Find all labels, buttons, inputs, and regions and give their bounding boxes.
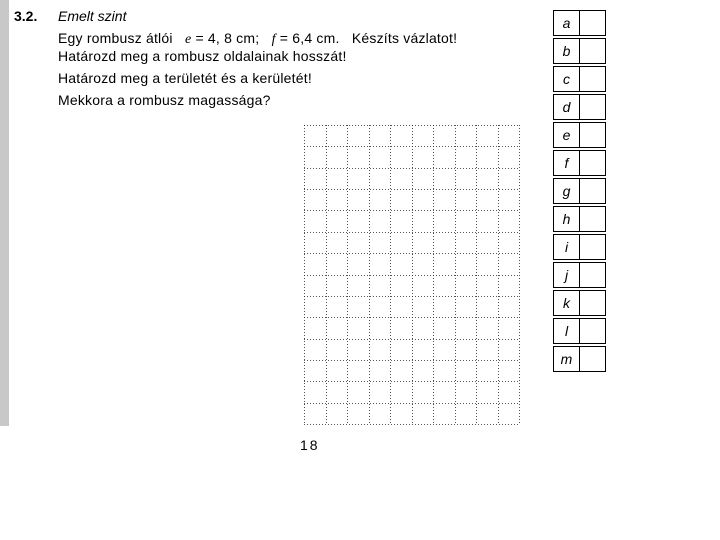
diagonal-e-symbol: e [184, 32, 192, 47]
answer-box[interactable] [580, 122, 606, 148]
answer-label: e [553, 122, 580, 148]
answer-row [553, 66, 606, 92]
answer-row [553, 234, 606, 260]
answer-box[interactable] [580, 10, 606, 36]
diagonal-e-value: = 4, 8 cm; [195, 30, 260, 46]
line1-prefix: Egy rombusz átlói [58, 30, 173, 46]
answer-box[interactable] [580, 206, 606, 232]
page-number: 18 [300, 437, 320, 453]
answer-row [553, 318, 606, 344]
task-level: Emelt szint [58, 8, 127, 24]
answer-label: b [553, 38, 580, 64]
answer-box[interactable] [580, 234, 606, 260]
answer-label: a [553, 10, 580, 36]
sketch-grid-lines [304, 125, 520, 425]
answer-label: m [553, 346, 580, 372]
sketch-grid[interactable] [304, 125, 520, 425]
answer-label: h [553, 206, 580, 232]
task-line-area: Határozd meg a területét és a kerületét! [58, 70, 312, 86]
answer-row [553, 206, 606, 232]
answer-box[interactable] [580, 38, 606, 64]
answer-label: k [553, 290, 580, 316]
answer-row [553, 122, 606, 148]
task-line-diagonals [58, 30, 457, 48]
answer-box[interactable] [580, 262, 606, 288]
answer-row [553, 10, 606, 36]
answer-label: l [553, 318, 580, 344]
answer-row [553, 262, 606, 288]
answer-box[interactable] [580, 66, 606, 92]
task-line-height: Mekkora a rombusz magassága? [58, 92, 271, 108]
answer-box[interactable] [580, 318, 606, 344]
answer-table [553, 10, 606, 374]
answer-box[interactable] [580, 150, 606, 176]
answer-row [553, 38, 606, 64]
task-line-sides: Határozd meg a rombusz oldalainak hosszát! [58, 48, 347, 64]
answer-row [553, 150, 606, 176]
answer-box[interactable] [580, 94, 606, 120]
answer-box[interactable] [580, 290, 606, 316]
answer-row [553, 94, 606, 120]
answer-label: j [553, 262, 580, 288]
answer-box[interactable] [580, 178, 606, 204]
answer-label: c [553, 66, 580, 92]
answer-row [553, 178, 606, 204]
answer-row [553, 290, 606, 316]
answer-label: d [553, 94, 580, 120]
answer-label: i [553, 234, 580, 260]
line1-suffix: Készíts vázlatot! [351, 30, 458, 46]
answer-label: f [553, 150, 580, 176]
task-number: 3.2. [14, 8, 38, 24]
answer-box[interactable] [580, 346, 606, 372]
answer-label: g [553, 178, 580, 204]
left-margin-bar [0, 0, 9, 426]
diagonal-f-value: = 6,4 cm. [279, 30, 340, 46]
answer-row [553, 346, 606, 372]
diagonal-f-symbol: f [271, 32, 276, 47]
